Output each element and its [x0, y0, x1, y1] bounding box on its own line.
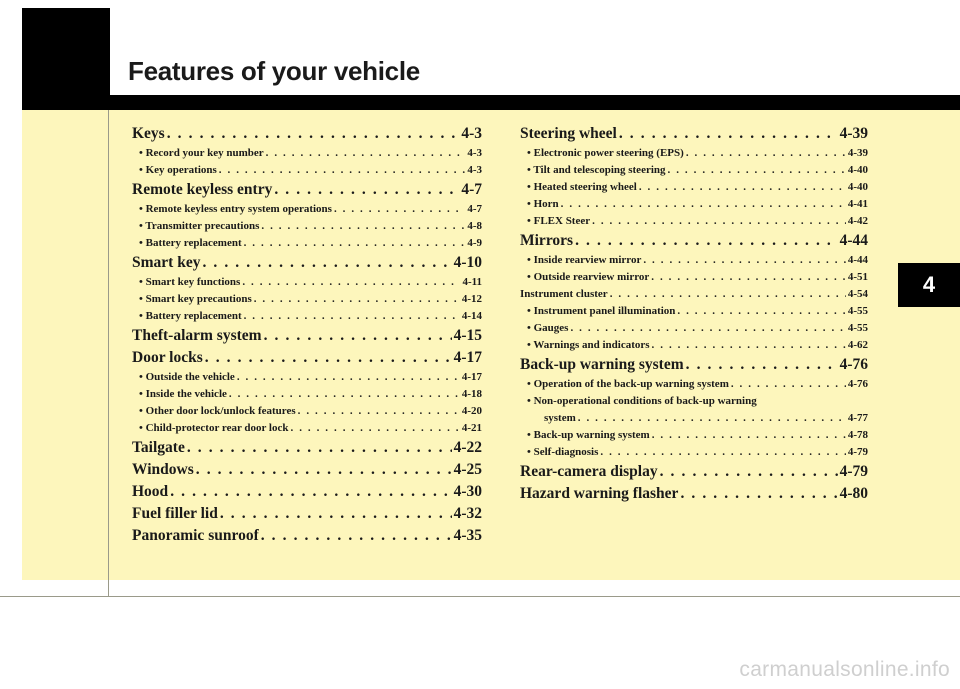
toc-entry-page: 4-32: [453, 505, 482, 522]
toc-entry-page: 4-7: [461, 181, 482, 198]
toc-sub-entry[interactable]: [520, 376, 868, 393]
toc-leader-dots: [261, 218, 465, 235]
toc-leader-dots: [619, 123, 838, 145]
toc-leader-dots: [610, 286, 846, 303]
toc-main-entry[interactable]: [520, 230, 868, 252]
toc-entry-page: 4-10: [453, 254, 482, 271]
toc-sub-entry[interactable]: [520, 213, 868, 230]
toc-entry-page: 4-40: [847, 164, 868, 176]
toc-entry-title: • Non-operational conditions of back-up warning: [527, 395, 757, 407]
toc-main-entry[interactable]: [520, 123, 868, 145]
toc-sub-entry[interactable]: [520, 179, 868, 196]
toc-entry-page: 4-30: [453, 483, 482, 500]
toc-entry-page: 4-77: [847, 412, 868, 424]
toc-entry-page: 4-76: [847, 378, 868, 390]
toc-entry-page: 4-7: [467, 203, 482, 215]
toc-sub-entry[interactable]: [520, 269, 868, 286]
margin-line: [108, 110, 109, 596]
toc-entry-title: Tailgate: [132, 439, 185, 456]
toc-main-entry[interactable]: [132, 459, 482, 481]
toc-leader-dots: [334, 201, 465, 218]
toc-leader-dots: [187, 437, 452, 459]
toc-leader-dots: [651, 269, 846, 286]
toc-entry-title: • Self-diagnosis: [527, 446, 599, 458]
toc-sub-entry[interactable]: [132, 201, 482, 218]
toc-entry-page: 4-39: [847, 147, 868, 159]
toc-sub-entry[interactable]: [520, 145, 868, 162]
toc-sub-entry[interactable]: [132, 235, 482, 252]
toc-entry-page: 4-11: [462, 276, 482, 288]
toc-sub-entry[interactable]: [520, 337, 868, 354]
toc-leader-dots: [219, 162, 466, 179]
toc-main-entry[interactable]: [132, 252, 482, 274]
toc-entry-page: 4-8: [467, 220, 482, 232]
toc-entry-title: • Transmitter precautions: [139, 220, 260, 232]
toc-entry-page: 4-40: [847, 181, 868, 193]
toc-leader-dots: [237, 369, 460, 386]
toc-entry-page: 4-15: [453, 327, 482, 344]
toc-main-entry[interactable]: [520, 354, 868, 376]
toc-entry-title: • Child-protector rear door lock: [139, 422, 289, 434]
toc-sub-entry[interactable]: [132, 420, 482, 437]
toc-leader-dots: [229, 386, 460, 403]
watermark: carmanualsonline.info: [739, 658, 950, 681]
toc-entry-title: Windows: [132, 461, 194, 478]
toc-entry-page: 4-41: [847, 198, 868, 210]
toc-entry-page: 4-35: [453, 527, 482, 544]
toc-leader-dots: [652, 337, 846, 354]
toc-entry-title: • Inside the vehicle: [139, 388, 227, 400]
toc-main-entry[interactable]: [132, 481, 482, 503]
toc-leader-dots: [274, 179, 459, 201]
toc-sub-entry[interactable]: [520, 320, 868, 337]
toc-entry-title: Fuel filler lid: [132, 505, 218, 522]
toc-entry-title: Rear-camera display: [520, 463, 658, 480]
toc-main-entry[interactable]: [132, 503, 482, 525]
toc-main-entry[interactable]: [132, 347, 482, 369]
toc-sub-entry[interactable]: [520, 410, 868, 427]
toc-leader-dots: [731, 376, 846, 393]
toc-leader-dots: [686, 354, 838, 376]
toc-entry-title: • Key operations: [139, 164, 217, 176]
toc-column-right: [520, 123, 868, 505]
toc-entry-page: 4-12: [461, 293, 482, 305]
toc-leader-dots: [264, 325, 452, 347]
toc-entry-page: 4-22: [453, 439, 482, 456]
toc-leader-dots: [205, 347, 452, 369]
toc-entry-title: • Back-up warning system: [527, 429, 650, 441]
toc-entry-title: • Electronic power steering (EPS): [527, 147, 684, 159]
toc-leader-dots: [570, 320, 845, 337]
toc-main-entry[interactable]: [132, 525, 482, 547]
toc-leader-dots: [686, 145, 846, 162]
toc-main-entry[interactable]: [520, 461, 868, 483]
toc-entry-title: • Outside the vehicle: [139, 371, 235, 383]
toc-entry-page: 4-51: [847, 271, 868, 283]
toc-entry-title: • Smart key functions: [139, 276, 241, 288]
toc-leader-dots: [677, 303, 845, 320]
toc-entry-page: 4-21: [461, 422, 482, 434]
toc-entry-title: • Operation of the back-up warning system: [527, 378, 729, 390]
toc-entry-title: • FLEX Steer: [527, 215, 591, 227]
toc-entry-title: Mirrors: [520, 232, 574, 249]
toc-entry-page: 4-20: [461, 405, 482, 417]
toc-entry-title: Steering wheel: [520, 125, 617, 142]
chapter-tab[interactable]: 4: [898, 263, 960, 307]
toc-entry-page: 4-78: [847, 429, 868, 441]
toc-entry-page: 4-44: [839, 232, 868, 249]
toc-main-entry[interactable]: [132, 179, 482, 201]
toc-column-left: [132, 123, 482, 547]
page-title: Features of your vehicle: [128, 56, 420, 86]
toc-entry-page: 4-54: [847, 288, 868, 300]
toc-entry-page: 4-55: [847, 322, 868, 334]
toc-entry-title: system: [544, 412, 576, 424]
toc-entry-page: 4-62: [847, 339, 868, 351]
toc-main-entry[interactable]: [132, 437, 482, 459]
toc-leader-dots: [592, 213, 846, 230]
toc-leader-dots: [643, 252, 845, 269]
toc-main-entry[interactable]: [132, 123, 482, 145]
toc-entry-page: 4-25: [453, 461, 482, 478]
bottom-rule: [0, 596, 960, 597]
toc-entry-title: Keys: [132, 125, 165, 142]
toc-sub-entry[interactable]: [132, 145, 482, 162]
toc-entry-page: 4-17: [461, 371, 482, 383]
toc-sub-entry[interactable]: [132, 386, 482, 403]
toc-entry-title: • Heated steering wheel: [527, 181, 637, 193]
toc-entry-title: • Remote keyless entry system operations: [139, 203, 332, 215]
toc-leader-dots: [244, 235, 466, 252]
toc-sub-entry[interactable]: [520, 286, 868, 303]
toc-entry-title: • Smart key precautions: [139, 293, 252, 305]
toc-entry-page: 4-76: [839, 356, 868, 373]
toc-entry-title: • Battery replacement: [139, 310, 242, 322]
toc-leader-dots: [660, 461, 838, 483]
toc-sub-entry[interactable]: [520, 162, 868, 179]
toc-entry-title: Hazard warning flasher: [520, 485, 679, 502]
toc-entry-title: • Warnings and indicators: [527, 339, 650, 351]
toc-leader-dots: [196, 459, 452, 481]
toc-sub-entry[interactable]: [132, 218, 482, 235]
toc-entry-page: 4-39: [839, 125, 868, 142]
header-black-block: [22, 8, 110, 110]
toc-main-entry[interactable]: [132, 325, 482, 347]
toc-entry-title: • Outside rearview mirror: [527, 271, 650, 283]
toc-leader-dots: [291, 420, 460, 437]
toc-leader-dots: [244, 308, 460, 325]
toc-sub-entry[interactable]: [132, 308, 482, 325]
toc-sub-entry[interactable]: [132, 291, 482, 308]
toc-leader-dots: [202, 252, 451, 274]
toc-entry-title: Theft-alarm system: [132, 327, 262, 344]
toc-entry-title: • Tilt and telescoping steering: [527, 164, 666, 176]
toc-leader-dots: [170, 481, 451, 503]
toc-sub-entry[interactable]: [132, 403, 482, 420]
toc-entry-page: 4-3: [461, 125, 482, 142]
toc-leader-dots: [298, 403, 460, 420]
toc-leader-dots: [254, 291, 460, 308]
toc-entry-page: 4-80: [839, 485, 868, 502]
toc-entry-page: 4-55: [847, 305, 868, 317]
toc-leader-dots: [600, 444, 845, 461]
toc-entry-title: Smart key: [132, 254, 201, 271]
toc-sub-entry[interactable]: [132, 369, 482, 386]
header-rule: [110, 95, 960, 110]
toc-entry-page: 4-18: [461, 388, 482, 400]
toc-entry-page: 4-42: [847, 215, 868, 227]
toc-leader-dots: [167, 123, 460, 145]
toc-entry-title: Hood: [132, 483, 169, 500]
toc-sub-entry[interactable]: [520, 252, 868, 269]
toc-leader-dots: [561, 196, 846, 213]
toc-entry-page: 4-44: [847, 254, 868, 266]
toc-leader-dots: [266, 145, 466, 162]
toc-entry-title: • Battery replacement: [139, 237, 242, 249]
toc-sub-entry[interactable]: [520, 393, 868, 410]
toc-entry-title: Panoramic sunroof: [132, 527, 259, 544]
toc-entry-page: 4-17: [453, 349, 482, 366]
toc-entry-title: Instrument cluster: [520, 288, 608, 300]
toc-leader-dots: [578, 410, 846, 427]
toc-entry-title: • Instrument panel illumination: [527, 305, 676, 317]
toc-leader-dots: [242, 274, 460, 291]
toc-leader-dots: [261, 525, 452, 547]
toc-entry-title: • Gauges: [527, 322, 569, 334]
toc-main-entry[interactable]: [520, 483, 868, 505]
toc-sub-entry[interactable]: [520, 303, 868, 320]
toc-entry-page: 4-79: [847, 446, 868, 458]
toc-leader-dots: [220, 503, 452, 525]
toc-entry-title: Remote keyless entry: [132, 181, 273, 198]
toc-leader-dots: [575, 230, 838, 252]
toc-sub-entry[interactable]: [520, 427, 868, 444]
toc-leader-dots: [652, 427, 846, 444]
toc-entry-title: • Record your key number: [139, 147, 264, 159]
toc-entry-title: Back-up warning system: [520, 356, 684, 373]
toc-sub-entry[interactable]: [132, 162, 482, 179]
toc-entry-page: 4-9: [467, 237, 482, 249]
toc-leader-dots: [639, 179, 846, 196]
toc-entry-title: • Horn: [527, 198, 559, 210]
toc-entry-title: • Inside rearview mirror: [527, 254, 642, 266]
toc-sub-entry[interactable]: [132, 274, 482, 291]
toc-sub-entry[interactable]: [520, 196, 868, 213]
toc-entry-page: 4-79: [839, 463, 868, 480]
toc-entry-page: 4-3: [467, 164, 482, 176]
toc-entry-title: • Other door lock/unlock features: [139, 405, 296, 417]
toc-leader-dots: [668, 162, 846, 179]
toc-leader-dots: [680, 483, 837, 505]
toc-entry-page: 4-14: [461, 310, 482, 322]
toc-sub-entry[interactable]: [520, 444, 868, 461]
toc-entry-page: 4-3: [467, 147, 482, 159]
toc-entry-title: Door locks: [132, 349, 203, 366]
